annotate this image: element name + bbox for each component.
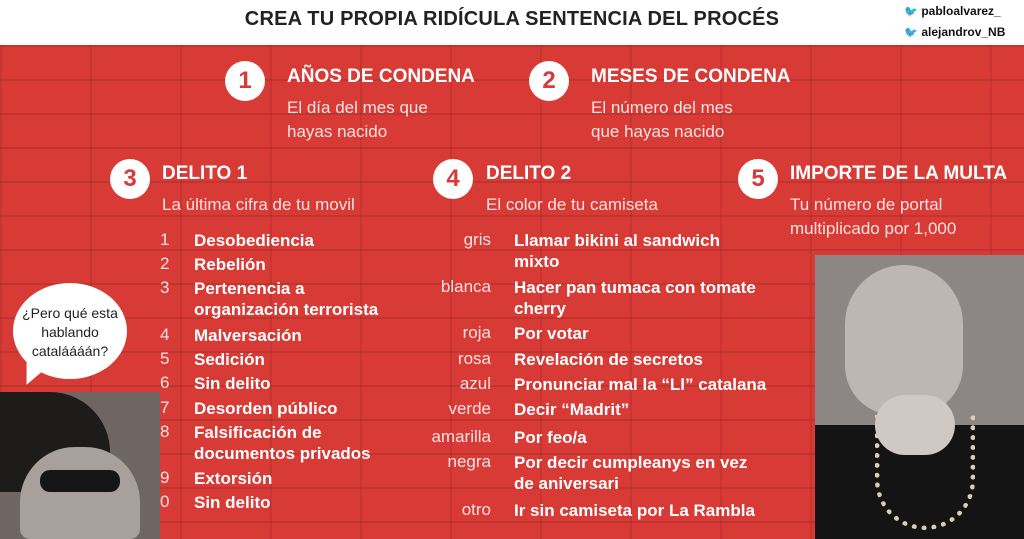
step-4-desc (486, 193, 658, 217)
delito2-color: roja (462, 323, 491, 342)
page-title: CREA TU PROPIA RIDÍCULA SENTENCIA DEL PROCÉS (244, 8, 780, 30)
sunglasses (40, 470, 120, 492)
delito2-item (514, 277, 794, 319)
delito2-color: gris (463, 230, 491, 249)
delito1-line: Malversación (194, 326, 302, 345)
photo-face (20, 447, 140, 539)
delito1-item (194, 325, 434, 346)
delito2-color: verde (448, 399, 491, 418)
delito1-number: 2 (160, 254, 170, 273)
delito1-number: 4 (160, 325, 170, 344)
delito2-line: Por feo/a (514, 428, 587, 447)
delito2-line: de aniversari (514, 474, 619, 493)
delito1-number: 8 (160, 422, 170, 441)
delito1-line: Sedición (194, 350, 265, 369)
delito2-line: Decir “Madrit” (514, 400, 630, 419)
delito1-line: Rebelión (194, 255, 266, 274)
delito1-item (194, 349, 434, 370)
step-1-desc-line: hayas nacido (287, 122, 388, 141)
speech-bubble-text (13, 283, 127, 361)
step-3-title: DELITO 1 (162, 163, 248, 184)
step-2-desc-line: que hayas nacido (591, 122, 725, 141)
step-4-number: 4 (433, 159, 473, 199)
bubble-line: cataláááán? (31, 343, 109, 359)
step-2-desc (591, 96, 733, 144)
delito1-line: Falsificación de (194, 423, 322, 442)
delito2-item (514, 349, 794, 370)
bubble-line: ¿Pero qué esta (22, 305, 118, 321)
delito2-line: Revelación de secretos (514, 350, 703, 369)
delito2-line: cherry (514, 299, 566, 318)
delito1-item (194, 373, 434, 394)
step-1-desc-line: El día del mes que (287, 98, 428, 117)
delito1-number: 6 (160, 373, 170, 392)
delito1-item (194, 230, 434, 251)
delito2-line: Llamar bikini al sandwich (514, 231, 720, 250)
delito1-number: 0 (160, 492, 170, 511)
delito1-line: Sin delito (194, 374, 271, 393)
delito1-line: Desobediencia (194, 231, 314, 250)
delito2-line: Pronunciar mal la “Ll” catalana (514, 375, 767, 394)
step-2-title: MESES DE CONDENA (591, 66, 791, 87)
step-4-title: DELITO 2 (486, 163, 572, 184)
delito1-number: 5 (160, 349, 170, 368)
delito2-line: Ir sin camiseta por La Rambla (514, 501, 755, 520)
step-5-desc-line: Tu número de portal (790, 195, 943, 214)
judge-hand (875, 395, 955, 455)
delito1-number: 9 (160, 468, 170, 487)
credit-2-text: alejandrov_NB (921, 25, 1006, 39)
step-2-desc-line: El número del mes (591, 98, 733, 117)
step-3-desc-line: La última cifra de tu movil (162, 195, 355, 214)
delito1-line: Pertenencia a (194, 279, 305, 298)
delito2-item (514, 452, 794, 494)
step-1-desc (287, 96, 428, 144)
delito2-color: blanca (440, 277, 491, 296)
step-1-number: 1 (225, 61, 265, 101)
step-3-desc (162, 193, 355, 217)
delito1-item (194, 254, 434, 275)
delito2-color: negra (447, 452, 491, 471)
twitter-icon: 🐦 (904, 27, 918, 39)
delito1-line: Desorden público (194, 399, 338, 418)
step-5-number: 5 (738, 159, 778, 199)
delito2-color: amarilla (431, 427, 491, 446)
header-bar (0, 0, 1024, 45)
bubble-line: hablando (41, 324, 99, 340)
delito2-item (514, 323, 794, 344)
delito2-item (514, 374, 794, 395)
delito1-item (194, 468, 434, 489)
step-1-title: AÑOS DE CONDENA (287, 66, 475, 87)
judge-head (845, 265, 963, 415)
delito2-item (514, 500, 794, 521)
delito2-color: otro (461, 500, 491, 519)
step-5-desc (790, 193, 956, 241)
delito2-line: Hacer pan tumaca con tomate (514, 278, 756, 297)
delito2-line: Por votar (514, 324, 589, 343)
credit-1 (904, 4, 1001, 18)
delito2-color: azul (459, 374, 491, 393)
step-4-desc-line: El color de tu camiseta (486, 195, 658, 214)
credit-1-text: pabloalvarez_ (921, 4, 1001, 18)
step-3-number: 3 (110, 159, 150, 199)
twitter-icon: 🐦 (904, 6, 918, 18)
delito1-line: Sin delito (194, 493, 271, 512)
delito2-line: mixto (514, 252, 560, 271)
delito1-line: organización terrorista (194, 300, 379, 319)
step-5-title: IMPORTE DE LA MULTA (790, 163, 1008, 184)
delito1-item (194, 398, 434, 419)
delito1-number: 7 (160, 398, 170, 417)
credit-2 (904, 25, 1005, 39)
delito1-line: documentos privados (194, 444, 371, 463)
woman-photo (0, 392, 160, 539)
delito1-item (194, 422, 434, 464)
delito2-color: rosa (457, 349, 491, 368)
delito1-number: 3 (160, 278, 170, 297)
step-2-number: 2 (529, 61, 569, 101)
delito1-number: 1 (160, 230, 170, 249)
speech-bubble (13, 283, 127, 379)
delito2-item (514, 230, 794, 272)
judge-photo (815, 255, 1024, 539)
delito2-line: Por decir cumpleanys en vez (514, 453, 748, 472)
step-5-desc-line: multiplicado por 1,000 (790, 219, 957, 238)
delito1-line: Extorsión (194, 469, 273, 488)
delito1-item (194, 492, 434, 513)
delito2-item (514, 427, 794, 448)
delito1-item (194, 278, 434, 320)
delito2-item (514, 399, 794, 420)
